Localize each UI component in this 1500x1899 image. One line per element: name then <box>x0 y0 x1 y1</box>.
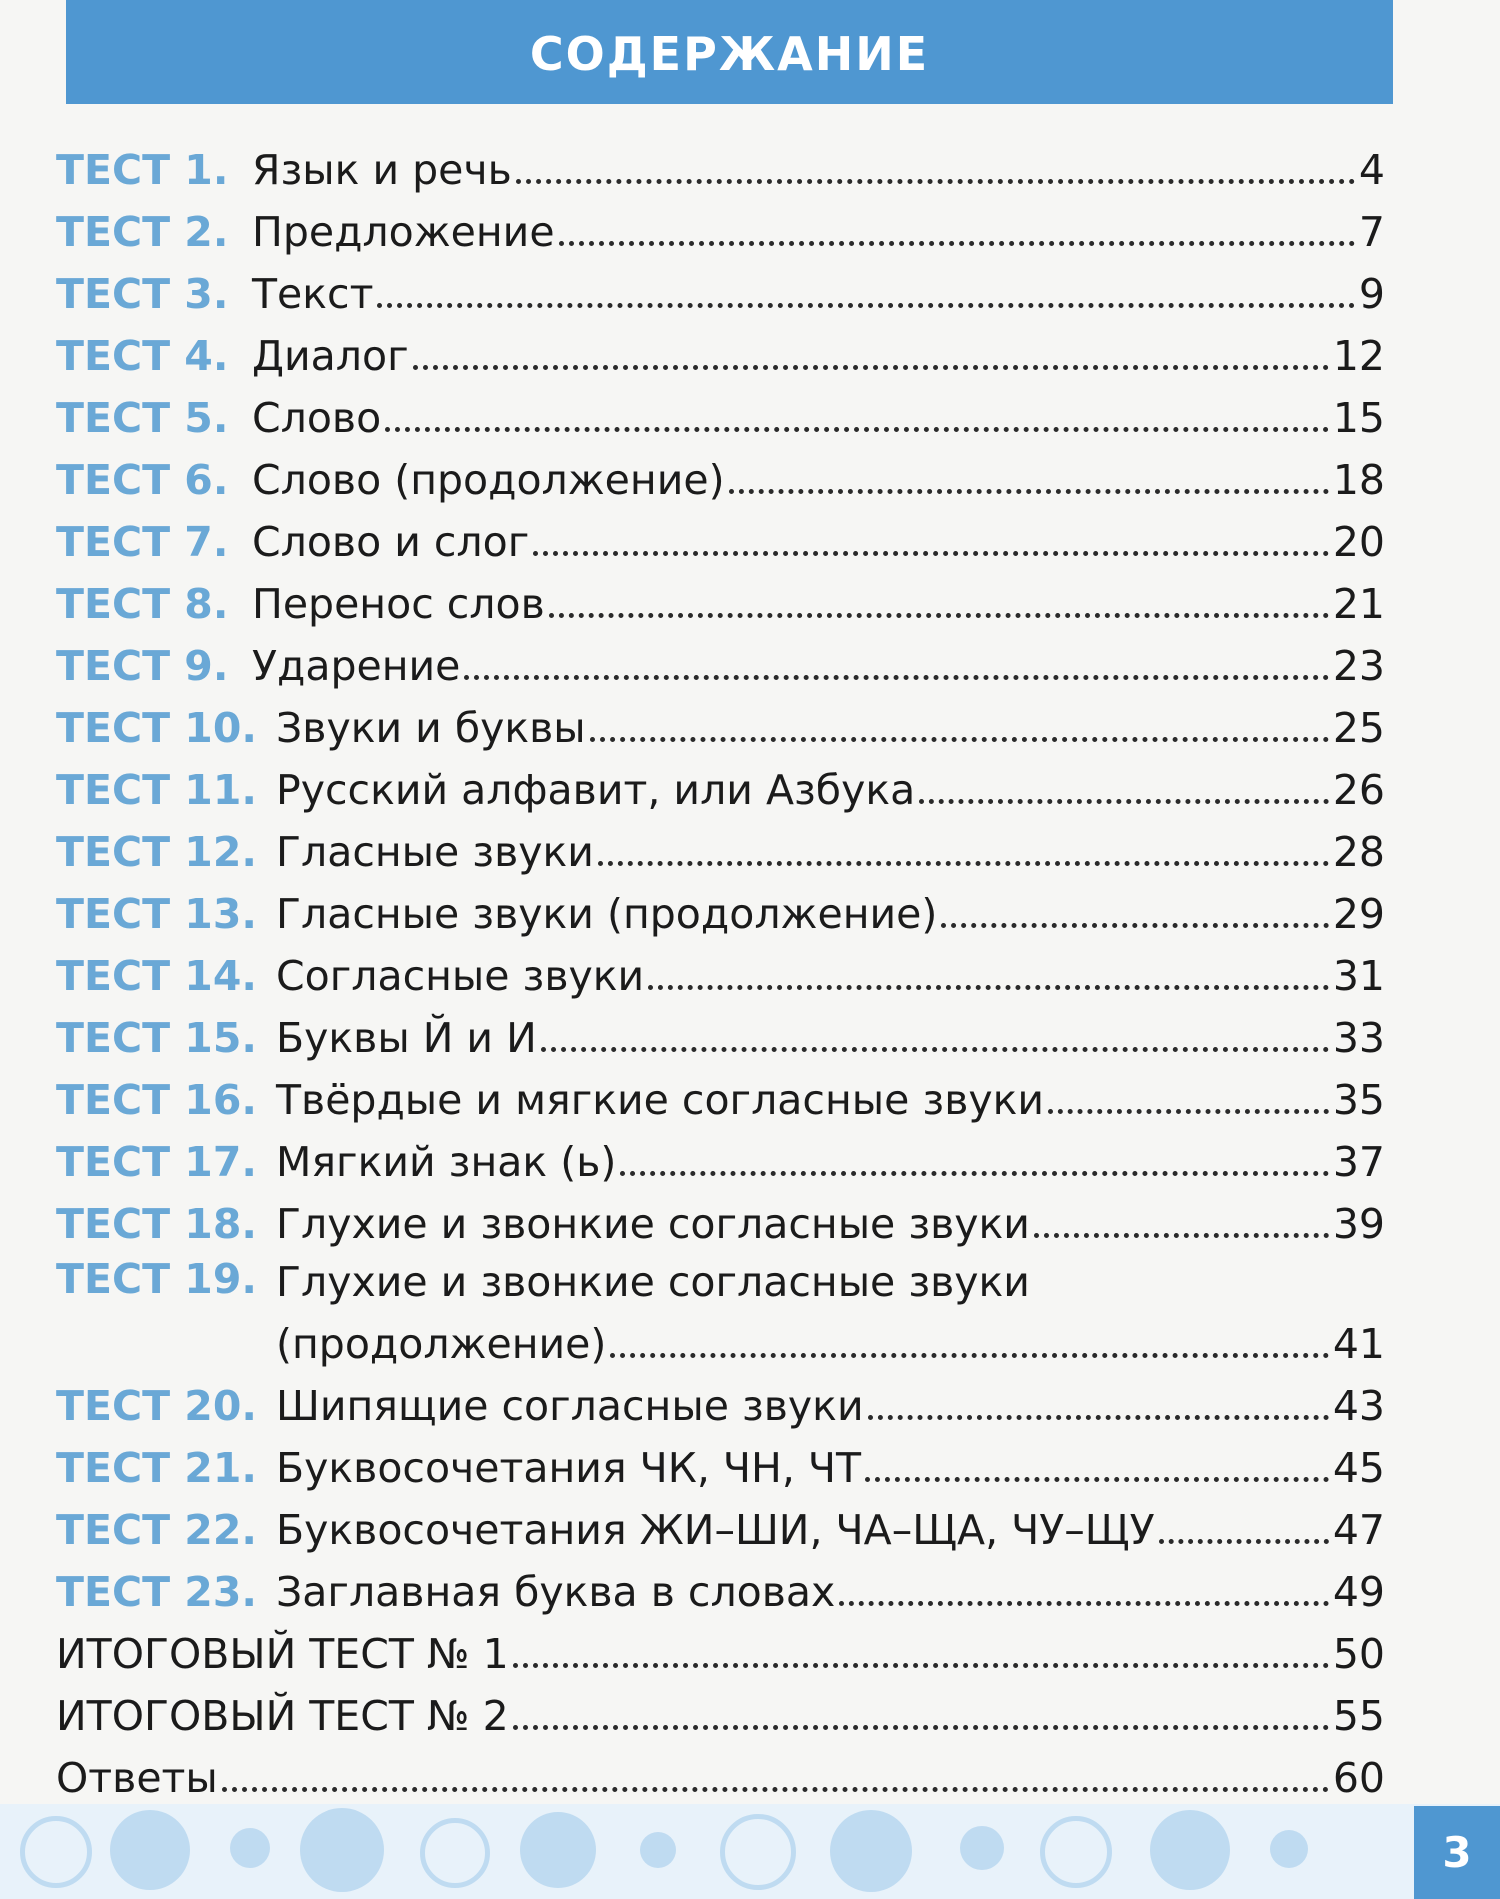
dot-leader <box>222 1787 1329 1792</box>
dot-leader <box>377 303 1354 308</box>
toc-entry-test-2[interactable] <box>56 194 1385 256</box>
toc-tag: ТЕСТ 10. <box>56 703 257 752</box>
toc-tag: ТЕСТ 23. <box>56 1567 257 1616</box>
toc-entry-test-9[interactable] <box>56 628 1385 690</box>
dot-leader <box>839 1601 1329 1606</box>
toc-tag: ТЕСТ 7. <box>56 517 229 566</box>
dot-leader <box>941 923 1328 928</box>
footer-decoration <box>0 1804 1500 1899</box>
circle-decoration <box>520 1812 596 1888</box>
toc-title: Предложение <box>252 207 555 256</box>
toc-title: Слово (продолжение) <box>252 455 725 504</box>
toc-entry-test-21[interactable] <box>56 1430 1385 1492</box>
dot-leader <box>729 489 1329 494</box>
dot-leader <box>533 551 1329 556</box>
toc-tag: ТЕСТ 17. <box>56 1137 257 1186</box>
toc-page: 21 <box>1332 579 1385 628</box>
toc-entry-answers[interactable] <box>56 1740 1385 1802</box>
dot-leader <box>868 1415 1329 1420</box>
toc-page: 9 <box>1358 269 1385 318</box>
dot-leader <box>464 675 1328 680</box>
toc-page: 45 <box>1332 1443 1385 1492</box>
toc-page: 35 <box>1332 1075 1385 1124</box>
toc-entry-test-17[interactable] <box>56 1124 1385 1186</box>
circle-decoration <box>420 1818 490 1888</box>
toc-entry-test-10[interactable] <box>56 690 1385 752</box>
toc-page: 29 <box>1332 889 1385 938</box>
toc-page: 18 <box>1332 455 1385 504</box>
circle-decoration <box>300 1808 384 1892</box>
toc-entry-final-test-1[interactable] <box>56 1616 1385 1678</box>
toc-entry-test-1[interactable] <box>56 132 1385 194</box>
toc-tag: ТЕСТ 15. <box>56 1013 257 1062</box>
toc-entry-test-3[interactable] <box>56 256 1385 318</box>
dot-leader <box>648 985 1329 990</box>
dot-leader <box>1048 1109 1329 1114</box>
circle-decoration <box>830 1810 912 1892</box>
toc-title: Текст <box>252 269 374 318</box>
toc-page: 26 <box>1332 765 1385 814</box>
dot-leader <box>610 1353 1328 1358</box>
dot-leader <box>919 799 1329 804</box>
toc-tag: ТЕСТ 11. <box>56 765 257 814</box>
dot-leader <box>541 1047 1329 1052</box>
toc-title: Глухие и звонкие согласные звуки <box>276 1257 1030 1306</box>
toc-page: 60 <box>1332 1753 1385 1802</box>
toc-page: 47 <box>1332 1505 1385 1554</box>
toc-entry-test-16[interactable] <box>56 1062 1385 1124</box>
toc-title: Гласные звуки (продолжение) <box>276 889 938 938</box>
toc-tag: ТЕСТ 22. <box>56 1505 257 1554</box>
toc-title: Диалог <box>252 331 409 380</box>
toc-title: Звуки и буквы <box>276 703 586 752</box>
dot-leader <box>598 861 1329 866</box>
toc-title-continued: (продолжение) <box>276 1319 607 1368</box>
toc-title: Слово <box>252 393 382 442</box>
toc-tag: ТЕСТ 2. <box>56 207 229 256</box>
toc-entry-test-22[interactable] <box>56 1492 1385 1554</box>
toc-tag: ТЕСТ 4. <box>56 331 229 380</box>
toc-title: ИТОГОВЫЙ ТЕСТ № 1 <box>56 1629 509 1678</box>
toc-title: Шипящие согласные звуки <box>276 1381 864 1430</box>
toc-entry-test-15[interactable] <box>56 1000 1385 1062</box>
circle-decoration <box>1150 1810 1230 1890</box>
toc-tag: ТЕСТ 18. <box>56 1199 257 1248</box>
toc-title: Согласные звуки <box>276 951 645 1000</box>
toc-title: ИТОГОВЫЙ ТЕСТ № 2 <box>56 1691 509 1740</box>
toc-title: Твёрдые и мягкие согласные звуки <box>276 1075 1045 1124</box>
circle-decoration <box>230 1828 270 1868</box>
toc-page: 43 <box>1332 1381 1385 1430</box>
circle-decoration <box>640 1832 676 1868</box>
page-number-tab <box>1414 1806 1500 1899</box>
toc-tag: ТЕСТ 8. <box>56 579 229 628</box>
toc-title: Буквосочетания ЧК, ЧН, ЧТ <box>276 1443 862 1492</box>
toc-page: 37 <box>1332 1137 1385 1186</box>
page-title: СОДЕРЖАНИЕ <box>529 27 930 81</box>
toc-tag: ТЕСТ 3. <box>56 269 229 318</box>
circle-decoration <box>720 1814 796 1890</box>
circle-decoration <box>1040 1816 1112 1888</box>
toc-entry-test-13[interactable] <box>56 876 1385 938</box>
toc-entry-test-4[interactable] <box>56 318 1385 380</box>
toc-tag: ТЕСТ 9. <box>56 641 229 690</box>
toc-page: 15 <box>1332 393 1385 442</box>
dot-leader <box>590 737 1329 742</box>
toc-entry-test-11[interactable] <box>56 752 1385 814</box>
dot-leader <box>385 427 1329 432</box>
toc-title: Глухие и звонкие согласные звуки <box>276 1199 1030 1248</box>
toc-tag: ТЕСТ 16. <box>56 1075 257 1124</box>
dot-leader <box>1159 1539 1329 1544</box>
toc-title: Ответы <box>56 1753 218 1802</box>
dot-leader <box>865 1477 1329 1482</box>
toc-entry-test-19[interactable] <box>56 1248 1385 1368</box>
toc-tag: ТЕСТ 13. <box>56 889 257 938</box>
toc-entry-test-12[interactable] <box>56 814 1385 876</box>
toc-tag: ТЕСТ 6. <box>56 455 229 504</box>
toc-entry-test-7[interactable] <box>56 504 1385 566</box>
toc-page: 7 <box>1358 207 1385 256</box>
toc-title: Язык и речь <box>252 145 512 194</box>
toc-tag: ТЕСТ 12. <box>56 827 257 876</box>
toc-entry-test-23[interactable] <box>56 1554 1385 1616</box>
toc-page: 28 <box>1332 827 1385 876</box>
circle-decoration <box>960 1826 1004 1870</box>
toc-entry-test-8[interactable] <box>56 566 1385 628</box>
dot-leader <box>513 1663 1329 1668</box>
dot-leader <box>1034 1233 1329 1238</box>
circle-decoration <box>110 1810 190 1890</box>
page-number: 3 <box>1442 1828 1472 1877</box>
toc-page: 25 <box>1332 703 1385 752</box>
dot-leader <box>620 1171 1328 1176</box>
toc-title: Перенос слов <box>252 579 545 628</box>
toc-tag: ТЕСТ 21. <box>56 1443 257 1492</box>
toc-tag: ТЕСТ 5. <box>56 393 229 442</box>
toc-page: 55 <box>1332 1691 1385 1740</box>
toc-title: Буквосочетания ЖИ–ШИ, ЧА–ЩА, ЧУ–ЩУ <box>276 1505 1155 1554</box>
toc-entry-test-14[interactable] <box>56 938 1385 1000</box>
toc-entry-final-test-2[interactable] <box>56 1678 1385 1740</box>
toc-page: 31 <box>1332 951 1385 1000</box>
circle-decoration <box>20 1816 92 1888</box>
toc-title: Гласные звуки <box>276 827 594 876</box>
toc-tag: ТЕСТ 1. <box>56 145 229 194</box>
toc-page: 50 <box>1332 1629 1385 1678</box>
toc-entry-test-5[interactable] <box>56 380 1385 442</box>
toc-title: Ударение <box>252 641 461 690</box>
toc-entry-test-6[interactable] <box>56 442 1385 504</box>
toc-page: 23 <box>1332 641 1385 690</box>
dot-leader <box>413 365 1329 370</box>
toc-title: Русский алфавит, или Азбука <box>276 765 916 814</box>
toc-title: Мягкий знак (ь) <box>276 1137 617 1186</box>
toc-entry-test-20[interactable] <box>56 1368 1385 1430</box>
toc-title: Слово и слог <box>252 517 530 566</box>
toc-title: Заглавная буква в словах <box>276 1567 836 1616</box>
toc-tag: ТЕСТ 20. <box>56 1381 257 1430</box>
dot-leader <box>513 1725 1329 1730</box>
table-of-contents <box>56 132 1385 1802</box>
toc-page: 12 <box>1332 331 1385 380</box>
toc-page: 49 <box>1332 1567 1385 1616</box>
header-band <box>66 0 1393 104</box>
toc-tag: ТЕСТ 19. <box>56 1255 257 1303</box>
toc-page: 41 <box>1332 1319 1385 1368</box>
dot-leader <box>516 179 1355 184</box>
dot-leader <box>549 613 1329 618</box>
toc-page: 39 <box>1332 1199 1385 1248</box>
toc-page: 20 <box>1332 517 1385 566</box>
circle-decoration <box>1270 1830 1308 1868</box>
toc-title: Буквы Й и И <box>276 1013 537 1062</box>
toc-tag: ТЕСТ 14. <box>56 951 257 1000</box>
toc-page: 33 <box>1332 1013 1385 1062</box>
toc-entry-test-18[interactable] <box>56 1186 1385 1248</box>
toc-page: 4 <box>1358 145 1385 194</box>
dot-leader <box>559 241 1355 246</box>
